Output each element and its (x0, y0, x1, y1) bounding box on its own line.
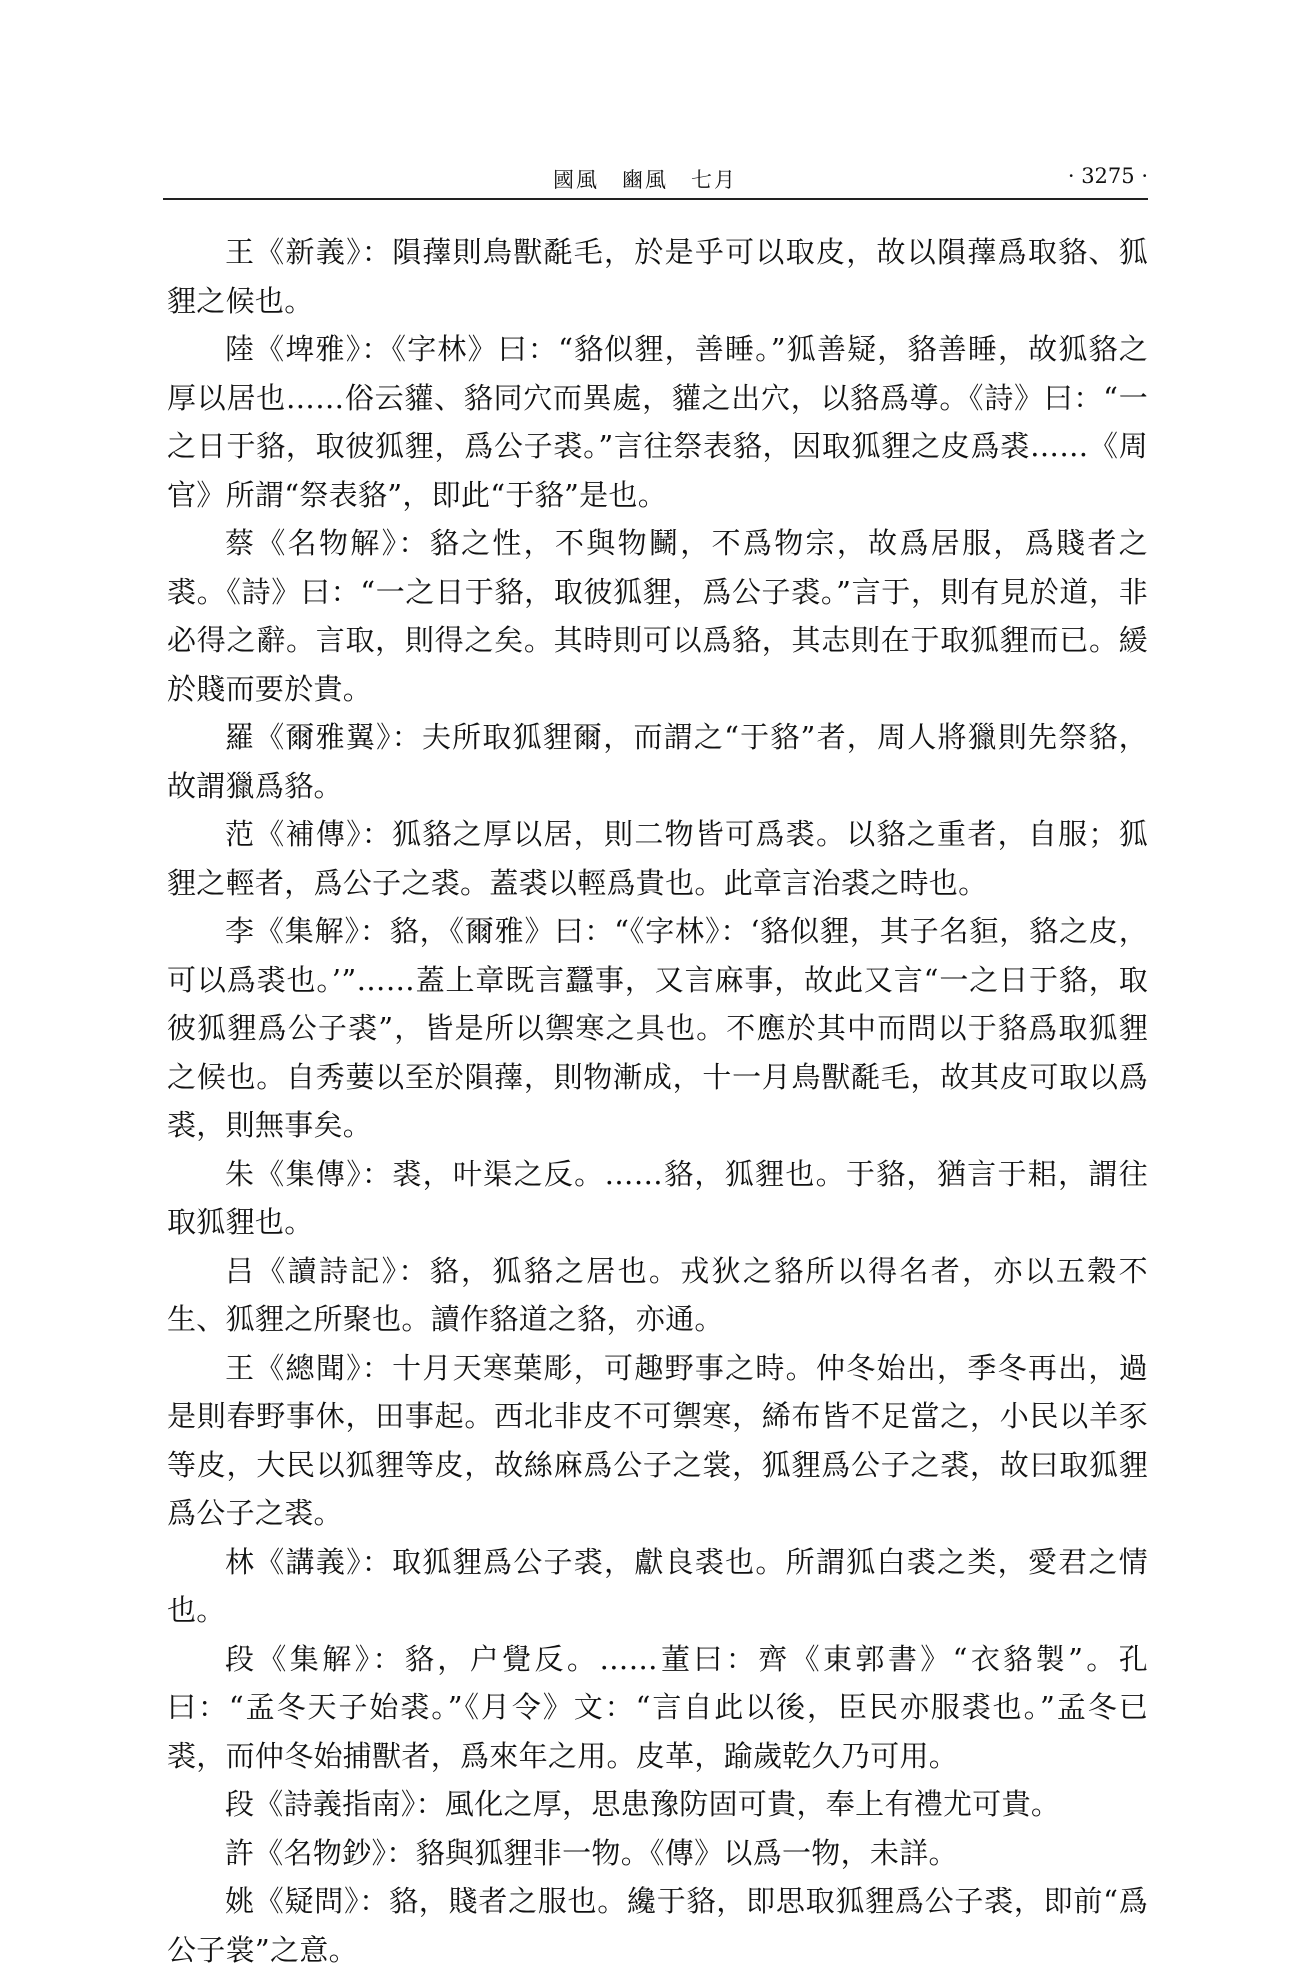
paragraph-yao-yiwen: 姚《疑問》：貉，賤者之服也。纔于貉，即思取狐貍爲公子裘，即前“爲公子裳”之意。 (167, 1884, 1148, 1967)
paragraph-xu-mingwuchao: 許《名物鈔》：貉與狐貍非一物。《傳》以爲一物，未詳。 (225, 1835, 958, 1870)
commentary-body (167, 228, 1148, 1974)
paragraph-cai-mingwujie: 蔡《名物解》：貉之性，不與物鬭，不爲物宗，故爲居服，爲賤者之裘。《詩》曰：“一之日于貉，取彼狐貍，爲公子裘。”言于，則有見於道，非必得之辭。言取，則得之矣。其時則可以爲貉，其志則在于取狐貍而已。緩於賤而要於貴。 (167, 526, 1148, 706)
paragraph-wang-zongwen: 王《總聞》：十月天寒葉彫，可趣野事之時。仲冬始出，季冬再出，過是則春野事休，田事起。西北非皮不可禦寒，絺布皆不足當之，小民以羊豕等皮，大民以狐貍等皮，故絲麻爲公子之裳，狐貍爲公子之裘，故曰取狐貍爲公子之裘。 (167, 1350, 1148, 1530)
paragraph-lu-piya: 陸《埤雅》：《字林》曰：“貉似貍，善睡。”狐善疑，貉善睡，故狐貉之厚以居也……俗云貛、貉同穴而異處，貛之出穴，以貉爲導。《詩》曰：“一之日于貉，取彼狐貍，爲公子裘。”言往祭表貉，因取狐貍之皮爲裘……《周官》所謂“祭表貉”，即此“于貉”是也。 (167, 332, 1148, 512)
paragraph-luo-eryayi: 羅《爾雅翼》：夫所取狐貍爾，而謂之“于貉”者，周人將獵則先祭貉，故謂獵爲貉。 (167, 720, 1148, 803)
running-title: 國風 豳風 七月 (553, 168, 737, 192)
page-number: · 3275 · (1067, 164, 1148, 188)
paragraph-li-jijie: 李《集解》：貉，《爾雅》曰：“《字林》：‘貉似貍，其子名貆，貉之皮，可以爲裘也。’”……蓋上章既言蠶事，又言麻事，故此又言“一之日于貉，取彼狐貍爲公子裘”，皆是所以禦寒之具也。不應於其中而問以于貉爲取狐貍之候也。自秀葽以至於隕蘀，則物漸成，十一月鳥獸氄毛，故其皮可取以爲裘，則無事矣。 (167, 914, 1148, 1142)
paragraph-lv-dushiji: 吕《讀詩記》：貉，狐貉之居也。戎狄之貉所以得名者，亦以五穀不生、狐貍之所聚也。讀作貉道之貉，亦通。 (167, 1253, 1148, 1336)
paragraph-zhu-jizhuan: 朱《集傳》：裘，叶渠之反。……貉，狐貍也。于貉，猶言于耜，謂往取狐貍也。 (167, 1156, 1148, 1239)
paragraph-fan-buzhuan: 范《補傳》：狐貉之厚以居，則二物皆可爲裘。以貉之重者，自服；狐貍之輕者，爲公子之裘。蓋裘以輕爲貴也。此章言治裘之時也。 (167, 817, 1148, 900)
paragraph-duan-shiyizhinan: 段《詩義指南》：風化之厚，思患豫防固可貴，奉上有禮尤可貴。 (225, 1787, 1061, 1821)
page-header (163, 156, 1148, 200)
paragraph-wang-xinyi: 王《新義》：隕蘀則鳥獸氄毛，於是乎可以取皮，故以隕蘀爲取貉、狐貍之候也。 (167, 235, 1148, 318)
paragraph-lin-jiangyi: 林《講義》：取狐貍爲公子裘，獻良裘也。所謂狐白裘之类，愛君之情也。 (167, 1544, 1148, 1627)
paragraph-duan-jijie: 段《集解》：貉，户覺反。……董曰：齊《東郭書》“衣貉製”。孔曰：“孟冬天子始裘。”《月令》文：“言自此以後，臣民亦服裘也。”孟冬已裘，而仲冬始捕獸者，爲來年之用。皮革，踰歲乾久乃可用。 (167, 1641, 1148, 1773)
header-rule (163, 198, 1148, 200)
